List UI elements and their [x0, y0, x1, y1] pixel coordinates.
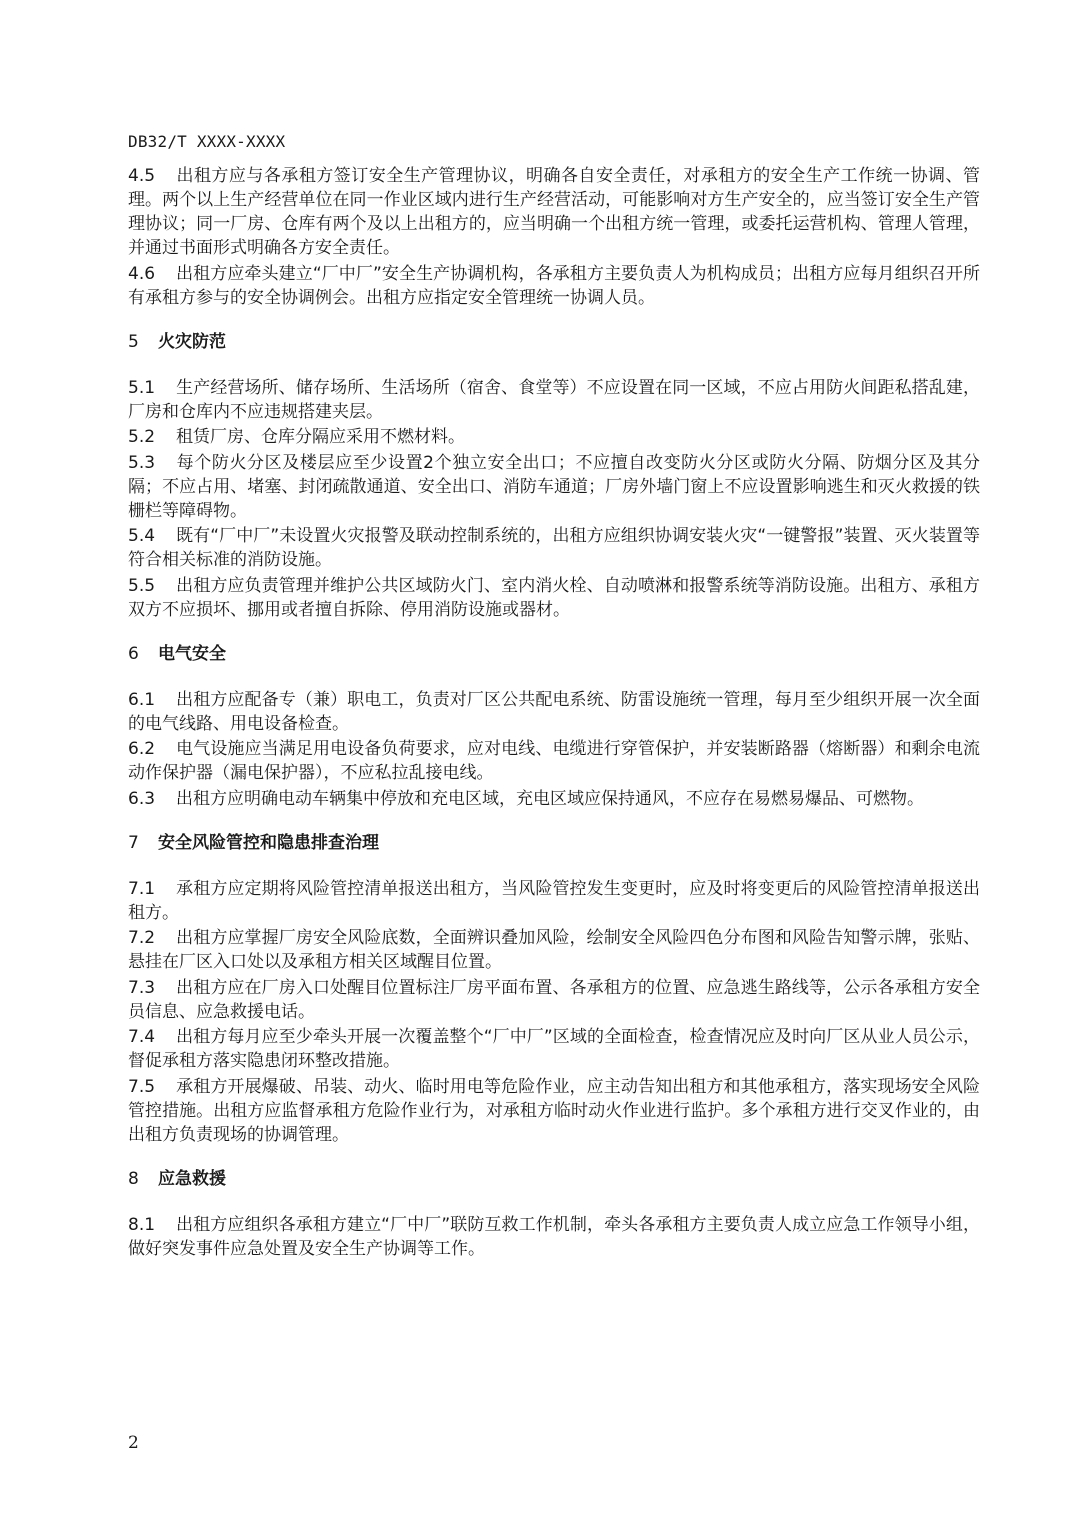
clause-4-5: [128, 164, 980, 260]
clause-text: 出租方应配备专（兼）职电工，负责对厂区公共配电系统、防雷设施统一管理，每月至少组织开展一次全面的电气线路、用电设备检查。: [128, 689, 980, 734]
section-heading-5: [128, 330, 980, 354]
clause-number: 7.4: [128, 1027, 156, 1047]
clause-text: 出租方每月应至少牵头开展一次覆盖整个“厂中厂”区域的全面检查，检查情况应及时向厂区从业人员公示，督促承租方落实隐患闭环整改措施。: [128, 1027, 980, 1071]
clause-number: 4.6: [128, 263, 156, 284]
clause-number: 6.3: [128, 788, 156, 809]
clause-8-1: [128, 1213, 980, 1261]
clause-5-2: [128, 425, 980, 449]
clause-number: 5.5: [128, 575, 156, 596]
clause-text: 出租方应与各承租方签订安全生产管理协议，明确各自安全责任，对承租方的安全生产工作统一协调、管理。两个以上生产经营单位在同一作业区域内进行生产经营活动，可能影响对方生产安全的，应当签订安全生产管理协议；同一厂房、仓库有两个及以上出租方的，应当明确一个出租方统一管理，或委托运营机构、管理人管理，并通过书面形式明确各方安全责任。: [128, 166, 980, 258]
clause-number: 7.2: [128, 928, 156, 948]
clause-text: 出租方应组织各承租方建立“厂中厂”联防互救工作机制，牵头各承租方主要负责人成立应急工作领导小组，做好突发事件应急处置及安全生产协调等工作。: [128, 1214, 980, 1259]
document-body: [128, 164, 980, 1262]
clause-6-2: [128, 737, 980, 785]
clause-text: 出租方应掌握厂房安全风险底数，全面辨识叠加风险，绘制安全风险四色分布图和风险告知警示牌，张贴、悬挂在厂区入口处以及承租方相关区域醒目位置。: [128, 928, 980, 972]
clause-text: 每个防火分区及楼层应至少设置2个独立安全出口；不应擅自改变防火分区或防火分隔、防烟分区及其分隔；不应占用、堵塞、封闭疏散通道、安全出口、消防车通道；厂房外墙门窗上不应设置影响逃生和灭火救援的铁栅栏等障碍物。: [128, 452, 980, 521]
section-heading-8: [128, 1167, 980, 1191]
clause-7-1: [128, 877, 980, 925]
clause-text: 出租方应牵头建立“厂中厂”安全生产协调机构，各承租方主要负责人为机构成员；出租方应每月组织召开所有承租方参与的安全协调例会。出租方应指定安全管理统一协调人员。: [128, 263, 980, 308]
clause-number: 6.1: [128, 689, 156, 710]
clause-number: 4.5: [128, 166, 156, 186]
clause-5-3: [128, 451, 980, 523]
clause-number: 6.2: [128, 739, 156, 759]
clause-text: 既有“厂中厂”未设置火灾报警及联动控制系统的，出租方应组织协调安装火灾“一键警报”装置、灭火装置等符合相关标准的消防设施。: [128, 526, 980, 570]
clause-text: 承租方开展爆破、吊装、动火、临时用电等危险作业，应主动告知出租方和其他承租方，落实现场安全风险管控措施。出租方应监督承租方危险作业行为，对承租方临时动火作业进行监护。多个承租方进行交叉作业的，由出租方负责现场的协调管理。: [128, 1076, 980, 1145]
clause-6-3: [128, 787, 980, 811]
clause-text: 生产经营场所、储存场所、生活场所（宿舍、食堂等）不应设置在同一区域，不应占用防火间距私搭乱建，厂房和仓库内不应违规搭建夹层。: [128, 377, 980, 422]
section-title: 电气安全: [158, 643, 226, 664]
clause-5-1: [128, 376, 980, 424]
section-title: 火灾防范: [158, 331, 226, 352]
section-heading-7: [128, 831, 980, 855]
clause-4-6: [128, 262, 980, 310]
section-number: 6: [128, 643, 139, 664]
page-number: 2: [128, 1433, 139, 1453]
clause-number: 8.1: [128, 1214, 156, 1235]
clause-7-3: [128, 976, 980, 1024]
clause-number: 7.3: [128, 977, 156, 998]
clause-6-1: [128, 688, 980, 736]
clause-text: 出租方应负责管理并维护公共区域防火门、室内消火栓、自动喷淋和报警系统等消防设施。出租方、承租方双方不应损坏、挪用或者擅自拆除、停用消防设施或器材。: [128, 575, 980, 620]
clause-number: 7.5: [128, 1076, 156, 1097]
clause-number: 5.2: [128, 427, 156, 447]
section-number: 5: [128, 331, 139, 352]
clause-number: 5.4: [128, 526, 156, 546]
clause-number: 7.1: [128, 878, 156, 899]
clause-text: 出租方应明确电动车辆集中停放和充电区域，充电区域应保持通风，不应存在易燃易爆品、可燃物。: [176, 788, 924, 809]
document-code: DB32/T XXXX-XXXX: [128, 132, 286, 151]
section-number: 8: [128, 1168, 139, 1189]
clause-number: 5.3: [128, 452, 156, 473]
section-title: 应急救援: [158, 1168, 226, 1189]
clause-text: 出租方应在厂房入口处醒目位置标注厂房平面布置、各承租方的位置、应急逃生路线等，公示各承租方安全员信息、应急救援电话。: [128, 977, 980, 1022]
clause-5-4: [128, 524, 980, 572]
clause-5-5: [128, 574, 980, 622]
clause-number: 5.1: [128, 377, 156, 398]
clause-text: 租赁厂房、仓库分隔应采用不燃材料。: [176, 427, 465, 447]
clause-text: 电气设施应当满足用电设备负荷要求，应对电线、电缆进行穿管保护，并安装断路器（熔断器）和剩余电流动作保护器（漏电保护器），不应私拉乱接电线。: [128, 739, 980, 783]
clause-text: 承租方应定期将风险管控清单报送出租方，当风险管控发生变更时，应及时将变更后的风险管控清单报送出租方。: [128, 878, 980, 923]
clause-7-2: [128, 926, 980, 974]
section-title: 安全风险管控和隐患排查治理: [158, 832, 379, 853]
clause-7-4: [128, 1025, 980, 1073]
section-number: 7: [128, 832, 139, 853]
section-heading-6: [128, 642, 980, 666]
clause-7-5: [128, 1075, 980, 1147]
